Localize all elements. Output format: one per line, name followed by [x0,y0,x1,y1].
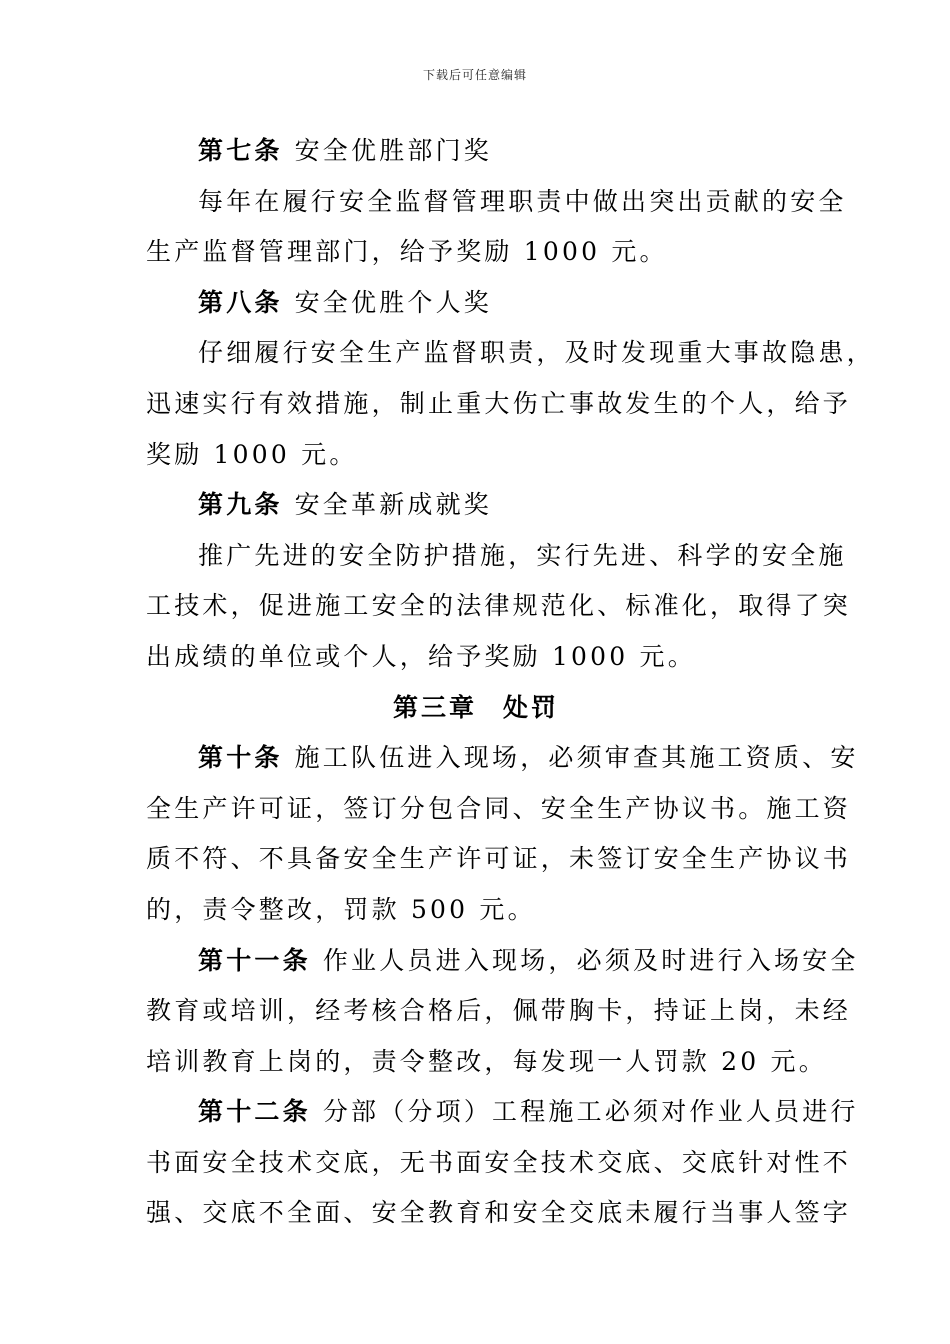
article-9-line-3: 出成绩的单位或个人，给予奖励 1000 元。 [146,641,696,671]
page-header: 下载后可任意编辑 [422,68,527,82]
article-7-title: 第七条 [198,136,283,165]
article-9-line-2: 工技术，促进施工安全的法律规范化、标准化，取得了突 [146,591,852,621]
article-9-title: 第九条 [198,490,283,520]
article-7-name: 安全优胜部门奖 [294,136,493,165]
article-12-text-1: 分部（分项）工程施工必须对作业人员进行 [322,1097,859,1127]
article-12-line-1 [146,1087,859,1138]
chapter-3-title: 第三章 [392,692,477,722]
article-11-title: 第十一条 [198,945,311,975]
article-7-line-2: 生产监督管理部门，给予奖励 1000 元。 [146,237,668,267]
document-body [146,126,875,1239]
article-10-title: 第十条 [198,743,283,773]
article-8-line-1: 仔细履行安全生产监督职责，及时发现重大事故隐患， [198,338,875,368]
article-8-line-3: 奖励 1000 元。 [146,439,358,469]
article-11-line-3: 培训教育上岗的，责令整改，每发现一人罚款 20 元。 [146,1046,827,1076]
article-9-heading [146,480,806,531]
article-7-heading [146,126,806,177]
article-8-heading [146,278,806,329]
article-9-line-1: 推广先进的安全防护措施，实行先进、科学的安全施 [198,540,847,570]
article-11-line-1 [146,936,859,987]
article-8-name: 安全优胜个人奖 [294,287,493,317]
article-8-line-2: 迅速实行有效措施，制止重大伤亡事故发生的个人，给予 [146,388,852,418]
article-10-line-4: 的，责令整改，罚款 500 元。 [146,894,536,924]
chapter-3-heading [146,683,806,734]
article-11-line-2: 教育或培训，经考核合格后，佩带胸卡，持证上岗，未经 [146,996,852,1026]
article-7-line-1: 每年在履行安全监督管理职责中做出突出贡献的安全 [198,186,847,216]
article-10-line-2: 全生产许可证，签订分包合同、安全生产协议书。施工资 [146,793,852,823]
article-12-line-3: 强、交底不全面、安全教育和安全交底未履行当事人签字 [146,1198,852,1228]
article-10-text-1: 施工队伍进入现场，必须审查其施工资质、安 [294,743,859,773]
article-12-title: 第十二条 [198,1097,311,1127]
article-9-name: 安全革新成就奖 [294,490,493,520]
article-10-line-1 [146,733,859,784]
article-12-line-2: 书面安全技术交底，无书面安全技术交底、交底针对性不 [146,1147,852,1177]
article-11-text-1: 作业人员进入现场，必须及时进行入场安全 [322,945,859,975]
article-8-title: 第八条 [198,287,283,317]
chapter-3-name: 处罚 [503,692,560,722]
article-10-line-3: 质不符、不具备安全生产许可证，未签订安全生产协议书 [146,844,852,874]
